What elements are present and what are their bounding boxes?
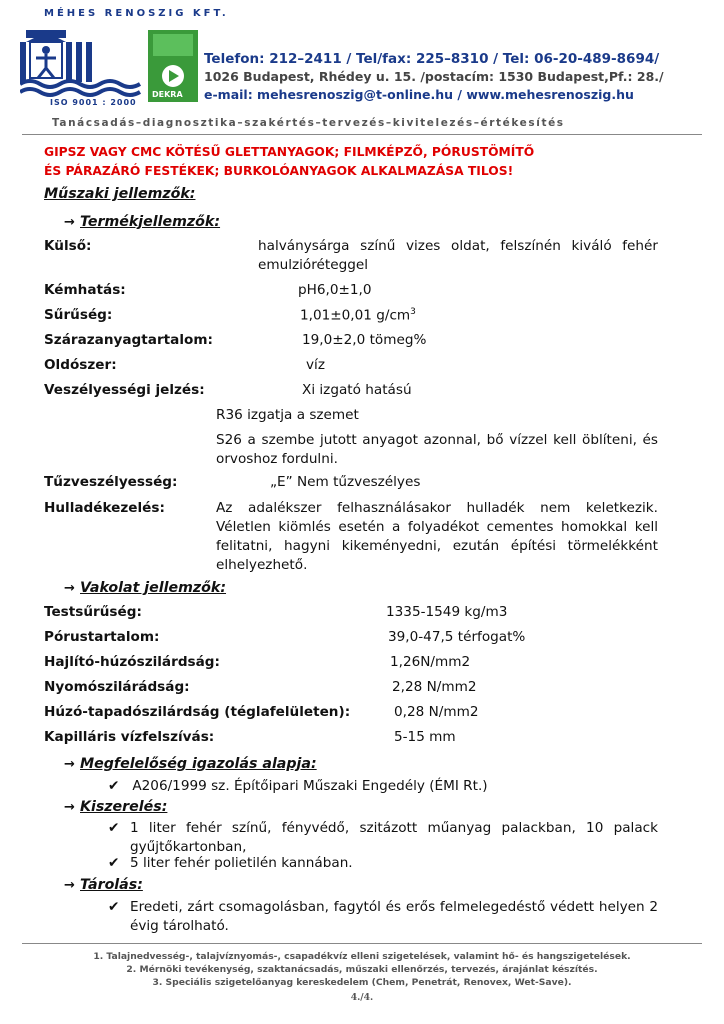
vakolat-row-label: Pórustartalom: — [44, 629, 160, 645]
tuz-value: „E” Nem tűzveszélyes — [270, 474, 421, 490]
kiszereles-heading-label: Kiszerelés: — [80, 799, 168, 815]
oldoszer-value: víz — [306, 357, 325, 373]
product-heading-label: Termékjellemzők: — [80, 214, 221, 230]
section-title: Műszaki jellemzők: — [44, 186, 196, 202]
vakolat-row-value: 1,26N/mm2 — [390, 654, 471, 670]
oldoszer-label: Oldószer: — [44, 357, 117, 373]
kulso-value: halványsárga színű vizes oldat, felszínén kiváló fehér emulzióréteggel — [258, 238, 658, 273]
contact-email-web: e-mail: mehesrenoszig@t-online.hu / www.mehesrenoszig.hu — [204, 87, 634, 102]
hulladek-value: Az adalékszer felhasználásakor hulladék nem keletkezik. Véletlen kiömlés esetén a folyadékot cementes homokkal kell felitatni, hagyni kikeményedni, ezután építési törmelékként elhelyezhető. — [216, 500, 658, 573]
footer-line-3: 3. Speciális szigetelőanyag kereskedelem (Chem, Penetrát, Renovex, Wet-Save). — [152, 977, 572, 988]
kulso-label: Külső: — [44, 238, 92, 254]
megfelel-heading — [64, 753, 317, 772]
vakolat-heading-label: Vakolat jellemzők: — [80, 580, 227, 596]
footer-line-2: 2. Mérnöki tevékenység, szaktanácsadás, műszaki ellenőrzés, tervezés, árajánlat készítés. — [126, 964, 598, 975]
arrow-icon: → — [64, 800, 75, 815]
arrow-icon: → — [64, 878, 75, 893]
kiszereles-item-1: 1 liter fehér színű, fényvédő, szitázott műanyag palackban, 10 palack gyűjtőkartonban, — [130, 820, 658, 855]
arrow-icon: → — [64, 757, 75, 772]
kiszereles-heading — [64, 796, 167, 815]
kiszereles-item-2: 5 liter fehér polietilén kannában. — [130, 855, 353, 871]
check-icon: ✔ — [108, 820, 120, 836]
suruseg-number: 1,01±0,01 g/cm — [300, 307, 411, 324]
veszely-value: Xi izgató hatású — [302, 382, 412, 398]
tarolas-heading — [64, 874, 143, 893]
arrow-icon: → — [64, 215, 75, 230]
vakolat-row-label: Testsűrűség: — [44, 604, 142, 620]
check-icon: ✔ — [108, 778, 120, 794]
suruseg-exponent: 3 — [410, 307, 416, 317]
vakolat-row-value: 0,28 N/mm2 — [394, 704, 479, 720]
footer-divider — [22, 943, 702, 944]
check-icon: ✔ — [108, 899, 120, 915]
vakolat-heading — [64, 577, 226, 596]
dekra-label: DEKRA — [152, 90, 183, 99]
contact-phones: Telefon: 212–2411 / Tel/fax: 225–8310 / Tel: 06-20-489-8694/ — [204, 51, 660, 67]
footer-line-1: 1. Talajnedvesség-, talajvíznyomás-, csapadékvíz elleni szigetelések, valamint hő- és hangszigetelések. — [93, 951, 631, 962]
page-number: 4./4. — [350, 992, 374, 1003]
vakolat-row-value: 5-15 mm — [394, 729, 456, 745]
veszely-label: Veszélyességi jelzés: — [44, 382, 205, 398]
kemhatas-value: pH6,0±1,0 — [298, 282, 372, 298]
check-icon: ✔ — [108, 855, 120, 871]
contact-address: 1026 Budapest, Rhédey u. 15. /postacím: 1530 Budapest,Pf.: 28./ — [204, 69, 664, 84]
szaraz-label: Szárazanyagtartalom: — [44, 332, 213, 348]
suruseg-label: Sűrűség: — [44, 307, 113, 323]
vakolat-row-value: 2,28 N/mm2 — [392, 679, 477, 695]
s26-text: S26 a szembe jutott anyagot azonnal, bő vízzel kell öblíteni, és orvoshoz fordulni. — [216, 432, 658, 467]
szaraz-value: 19,0±2,0 tömeg% — [302, 332, 427, 348]
hulladek-label: Hulladékezelés: — [44, 500, 165, 516]
arrow-icon: → — [64, 581, 75, 596]
header-divider — [22, 134, 702, 135]
megfelel-item-text: A206/1999 sz. Építőipari Műszaki Engedély (ÉMI Rt.) — [132, 778, 488, 794]
vakolat-row-label: Húzó-tapadószilárdság (téglafelületen): — [44, 704, 351, 720]
kemhatas-label: Kémhatás: — [44, 282, 126, 298]
r36-text: R36 izgatja a szemet — [216, 407, 359, 423]
contact-block — [204, 50, 664, 104]
tuz-label: Tűzveszélyesség: — [44, 474, 178, 490]
iso-label: ISO 9001 : 2000 — [50, 98, 137, 107]
vakolat-row-label: Hajlító-húzószilárdság: — [44, 654, 220, 670]
tagline: Tanácsadás–diagnosztika–szakértés–tervezés–kivitelezés–értékesítés — [52, 117, 565, 129]
vakolat-row-value: 1335-1549 kg/m3 — [386, 604, 508, 620]
warning-line-1: GIPSZ VAGY CMC KÖTÉSŰ GLETTANYAGOK; FILMKÉPZŐ, PÓRUSTÖMÍTŐ — [44, 145, 535, 159]
product-heading — [64, 211, 220, 230]
company-name: MÉHES RENOSZIG KFT. — [44, 8, 229, 19]
megfelel-heading-label: Megfelelőség igazolás alapja: — [80, 756, 317, 772]
vakolat-row-label: Kapilláris vízfelszívás: — [44, 729, 215, 745]
warning-line-2: ÉS PÁRAZÁRÓ FESTÉKEK; BURKOLÓANYAGOK ALKALMAZÁSA TILOS! — [44, 164, 514, 178]
suruseg-value — [300, 307, 416, 324]
tarolas-item: Eredeti, zárt csomagolásban, fagytól és erős felmelegedéstő védett helyen 2 évig tárolható. — [130, 899, 658, 934]
megfelel-item — [108, 778, 488, 794]
tarolas-heading-label: Tárolás: — [80, 877, 143, 893]
vakolat-row-value: 39,0-47,5 térfogat% — [388, 629, 526, 645]
vakolat-row-label: Nyomószilárádság: — [44, 679, 190, 695]
